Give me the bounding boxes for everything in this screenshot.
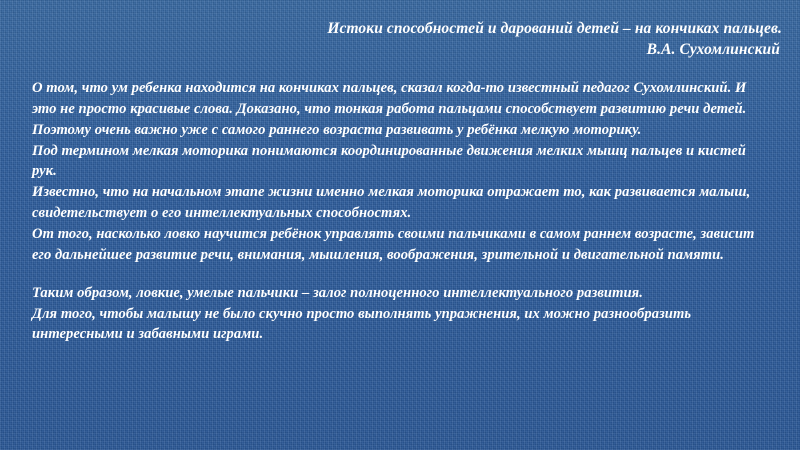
- slide-title-author: В.А. Сухомлинский: [646, 41, 780, 59]
- body-paragraph-3: Известно, что на начальном этапе жизни именно мелкая моторика отражает то, как развивается малыш, свидетельствует о его интеллектуальных способностях.: [32, 184, 751, 222]
- slide-body: [32, 78, 774, 345]
- body-paragraph-1: О том, что ум ребенка находится на кончиках пальцев, сказал когда-то известный педагог Сухомлинский. И это не просто красивые слова. Доказано, что тонкая работа пальцами способствует развитию речи детей. Поэтому очень важно уже с самого раннего возраста развивать у ребёнка мелкую моторику.: [32, 80, 747, 138]
- body-paragraph-5: Таким образом, ловкие, умелые пальчики – залог полноценного интеллектуального развития.: [32, 284, 643, 301]
- body-paragraph-2: Под термином мелкая моторика понимаются координированные движения мелких мышц пальцев и кистей рук.: [32, 142, 746, 180]
- slide-title-quote: Истоки способностей и дарований детей – на кончиках пальцев.: [327, 20, 782, 37]
- body-paragraph-6: Для того, чтобы малышу не было скучно просто выполнять упражнения, их можно разнообразить интересными и забавными играми.: [32, 305, 692, 343]
- slide-title: [0, 18, 782, 61]
- body-paragraph-4: От того, насколько ловко научится ребёнок управлять своими пальчиками в самом раннем возрасте, зависит его дальнейшее развитие речи, внимания, мышления, воображения, зрительной и двигательной памяти.: [32, 226, 755, 263]
